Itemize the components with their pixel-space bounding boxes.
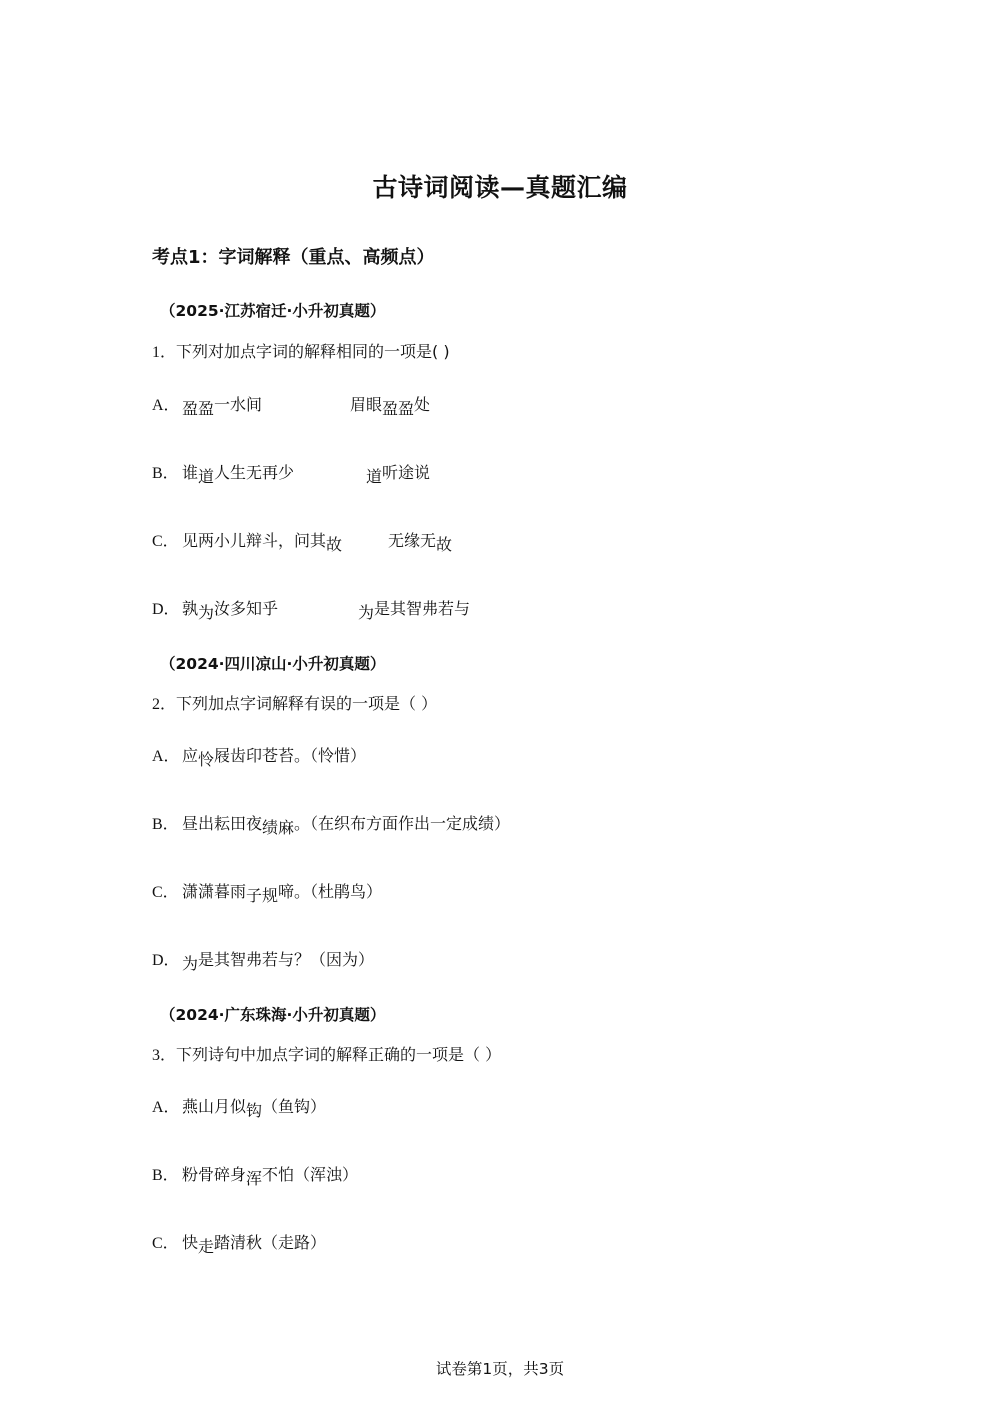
option-text: 是其智弗若与？（因为） (198, 950, 375, 969)
dotted-word: 故 (326, 535, 343, 554)
question-number: 2． (152, 696, 177, 713)
dotted-word: 盈盈 (382, 399, 415, 418)
option-text: 。（在织布方面作出一定成绩） (294, 814, 511, 833)
option-text: 昼出耘田夜 (182, 814, 263, 833)
question-1-option-a[interactable] (152, 392, 263, 418)
option-text: 听途说 (382, 463, 431, 482)
dotted-word: 为 (198, 603, 215, 622)
question-1-option-a-pair (350, 392, 431, 418)
dotted-word: 故 (436, 535, 453, 554)
dotted-word: 走 (198, 1237, 215, 1256)
option-text: 孰 (182, 599, 199, 618)
question-2-stem (152, 691, 437, 714)
question-1-source: （2025·江苏宿迁·小升初真题） (160, 302, 386, 320)
option-text: 见两小儿辩斗，问其 (182, 531, 327, 550)
question-text: 下列对加点字词的解释相同的一项是( ) (176, 342, 450, 361)
question-3-source: （2024·广东珠海·小升初真题） (160, 1006, 386, 1024)
option-text: 人生无再少 (214, 463, 295, 482)
option-text: 屐齿印苍苔。（怜惜） (214, 746, 367, 765)
question-3-option-b[interactable] (152, 1162, 359, 1188)
option-text: 谁 (182, 463, 199, 482)
question-1-stem (152, 339, 450, 362)
option-text: 无缘无 (388, 531, 437, 550)
dotted-word: 道 (198, 467, 215, 486)
question-text: 下列诗句中加点字词的解释正确的一项是（ ） (176, 1045, 502, 1064)
option-label: B． (152, 465, 179, 482)
question-2-option-d[interactable] (152, 947, 375, 973)
question-number: 1． (152, 344, 177, 361)
option-label: D． (152, 601, 180, 618)
dotted-word: 为 (358, 603, 375, 622)
option-label: C． (152, 533, 179, 550)
option-text: 是其智弗若与 (374, 599, 471, 618)
question-1-option-b[interactable] (152, 460, 295, 486)
option-text: 燕山月似 (182, 1097, 247, 1116)
question-text: 下列加点字词解释有误的一项是（ ） (176, 694, 438, 713)
question-2-option-b[interactable] (152, 811, 511, 837)
question-1-option-b-pair (366, 460, 431, 486)
option-text: 啼。（杜鹃鸟） (278, 882, 383, 901)
dotted-word: 钩 (246, 1101, 263, 1120)
option-text: 快 (182, 1233, 199, 1252)
dotted-word: 绩麻 (262, 818, 295, 837)
option-text: 处 (414, 395, 431, 414)
option-label: B． (152, 1167, 179, 1184)
option-label: B． (152, 816, 179, 833)
page-footer: 试卷第1页，共3页 (435, 1360, 565, 1378)
question-3-option-c[interactable] (152, 1230, 327, 1256)
option-label: D． (152, 952, 180, 969)
option-label: A． (152, 748, 180, 765)
option-text: 粉骨碎身 (182, 1165, 247, 1184)
dotted-word: 子规 (246, 886, 279, 905)
dotted-word: 盈盈 (182, 399, 215, 418)
question-1-option-c[interactable] (152, 528, 343, 554)
option-label: C． (152, 884, 179, 901)
question-3-stem (152, 1042, 501, 1065)
dotted-word: 为 (182, 954, 199, 973)
question-number: 3． (152, 1047, 177, 1064)
question-3-option-a[interactable] (152, 1094, 327, 1120)
option-text: （鱼钩） (262, 1097, 327, 1116)
question-1-option-c-pair (388, 528, 453, 554)
question-2-option-a[interactable] (152, 743, 367, 769)
dotted-word: 浑 (246, 1169, 263, 1188)
option-label: C． (152, 1235, 179, 1252)
option-text: 不怕（浑浊） (262, 1165, 359, 1184)
question-2-source: （2024·四川凉山·小升初真题） (160, 655, 386, 673)
option-text: 一水间 (214, 395, 263, 414)
option-text: 潇潇暮雨 (182, 882, 247, 901)
dotted-word: 怜 (198, 750, 215, 769)
option-text: 踏清秋（走路） (214, 1233, 327, 1252)
option-text: 应 (182, 746, 199, 765)
option-text: 眉眼 (350, 395, 383, 414)
question-1-option-d-pair (358, 596, 471, 622)
option-label: A． (152, 397, 180, 414)
question-1-option-d[interactable] (152, 596, 279, 622)
option-label: A． (152, 1099, 180, 1116)
page-title: 古诗词阅读—真题汇编 (372, 173, 628, 202)
section-heading: 考点1：字词解释（重点、高频点） (152, 247, 435, 268)
question-2-option-c[interactable] (152, 879, 383, 905)
option-text: 汝多知乎 (214, 599, 279, 618)
dotted-word: 道 (366, 467, 383, 486)
